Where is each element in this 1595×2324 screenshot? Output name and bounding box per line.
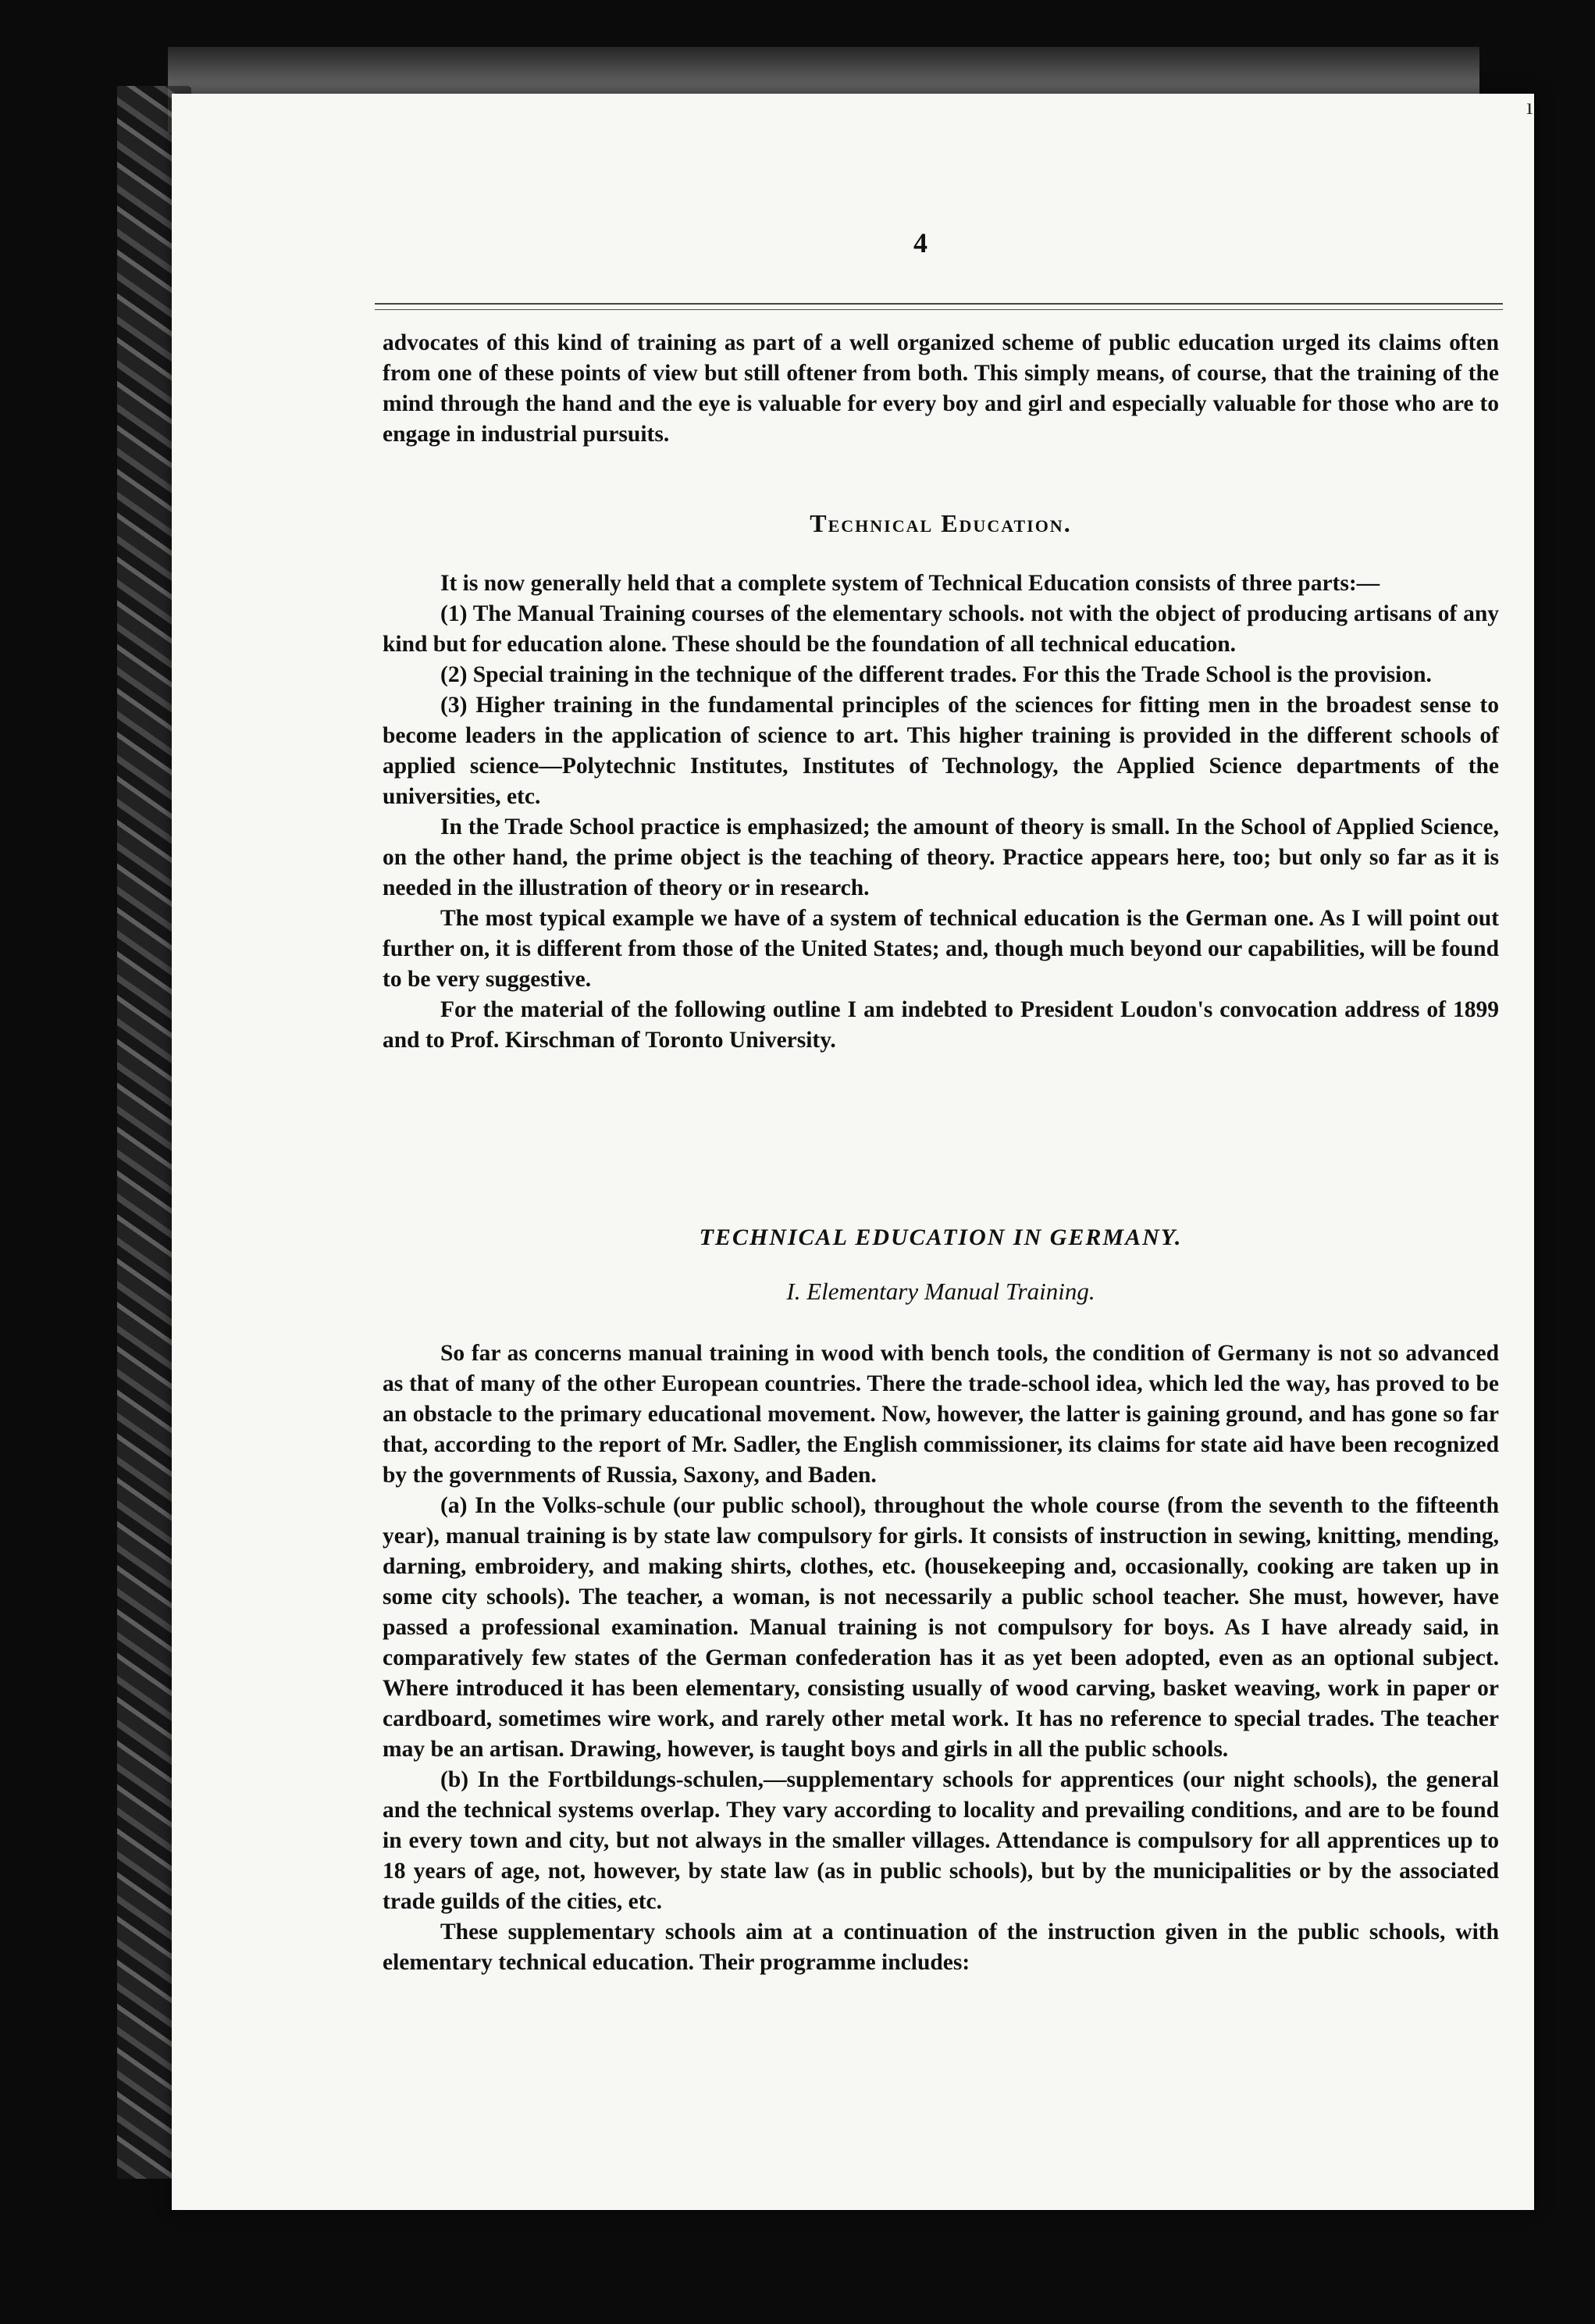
paragraph: In the Trade School practice is emphasized; the amount of theory is small. In the School of Applied Science, on the other hand, the prime object is the teaching of theory. Practice appears here, too; but only so far as it is needed in the illustration of theory or in research.	[383, 814, 1499, 900]
margin-tick-mark: ı	[1526, 94, 1533, 119]
header-rule	[375, 303, 1503, 305]
header-rule-thin	[375, 309, 1503, 310]
section-heading: Technical Education.	[810, 509, 1072, 537]
top-fragment-text: advocates of this kind of training as part of a well organized scheme of public education urged its claims often from one of these points of view but still oftener from both. This simply means, of course, that the training of the mind through the hand and the eye is valuable for every boy and girl and especially valuable for those who are to engage in industrial pursuits.	[383, 330, 1499, 447]
paragraph: It is now generally held that a complete system of Technical Education consists of three parts:—	[440, 571, 1380, 596]
paragraph: (a) In the Volks-schule (our public school), throughout the whole course (from the seventh to the fifteenth year), manual training is by state law compulsory for girls. It consists of instruction in sewing, knitting, mending, darning, embroidery, and making shirts, clothes, etc. (housekeeping and, occasionally, cooking are taken up in some city schools). The teacher, a woman, is not necessarily a public school teacher. She must, however, have passed a professional examination. Manual training is not compulsory for boys. As I have already said, in comparatively few states of the German confederation has it as yet been adopted, even as an optional subject. Where introduced it has been elementary, consisting usually of wood carving, basket weaving, work in paper or cardboard, sometimes wire work, and rarely other metal work. It has no reference to special trades. The teacher may be an artisan. Drawing, however, is taught boys and girls in all the public schools.	[383, 1493, 1499, 1762]
subheading: I. Elementary Manual Training.	[786, 1278, 1095, 1305]
paragraph: (2) Special training in the technique of the different trades. For this the Trade School is the provision.	[440, 662, 1432, 687]
germany-heading: TECHNICAL EDUCATION IN GERMANY.	[699, 1224, 1183, 1250]
paragraph: These supplementary schools aim at a continuation of the instruction given in the public schools, with elementary technical education. Their programme includes:	[383, 1919, 1499, 1975]
paragraph: The most typical example we have of a system of technical education is the German one. As I will point out further on, it is different from those of the United States; and, though much beyond our capabilities, will be found to be very suggestive.	[383, 906, 1499, 992]
paragraph: (1) The Manual Training courses of the elementary schools. not with the object of producing artisans of any kind but for education alone. These should be the foundation of all technical education.	[383, 601, 1499, 657]
top-fragment-paragraph	[383, 328, 1499, 450]
paragraph: (3) Higher training in the fundamental principles of the sciences for fitting men in the broadest sense to become leaders in the application of science to art. This higher training is provided in the different schools of applied science—Polytechnic Institutes, Institutes of Technology, the Applied Science departments of the universities, etc.	[383, 693, 1499, 809]
germany-body	[383, 1338, 1499, 1978]
paragraph: For the material of the following outline I am indebted to President Loudon's convocation address of 1899 and to Prof. Kirschman of Toronto University.	[383, 997, 1499, 1053]
paragraph: So far as concerns manual training in wood with bench tools, the condition of Germany is not so advanced as that of many of the other European countries. There the trade-school idea, which led the way, has proved to be an obstacle to the primary educational movement. Now, however, the latter is gaining ground, and has gone so far that, according to the report of Mr. Sadler, the English commissioner, its claims for state aid have been recognized by the governments of Russia, Saxony, and Baden.	[383, 1341, 1499, 1488]
paragraph: (b) In the Fortbildungs-schulen,—supplementary schools for apprentices (our night schools), the general and the technical systems overlap. They vary according to locality and prevailing conditions, and are to be found in every town and city, but not always in the smaller villages. Attendance is compulsory for all apprentices up to 18 years of age, not, however, by state law (as in public schools), but by the municipalities or by the associated trade guilds of the cities, etc.	[383, 1767, 1499, 1914]
page-number: 4	[913, 227, 927, 258]
section-body	[383, 569, 1499, 1056]
